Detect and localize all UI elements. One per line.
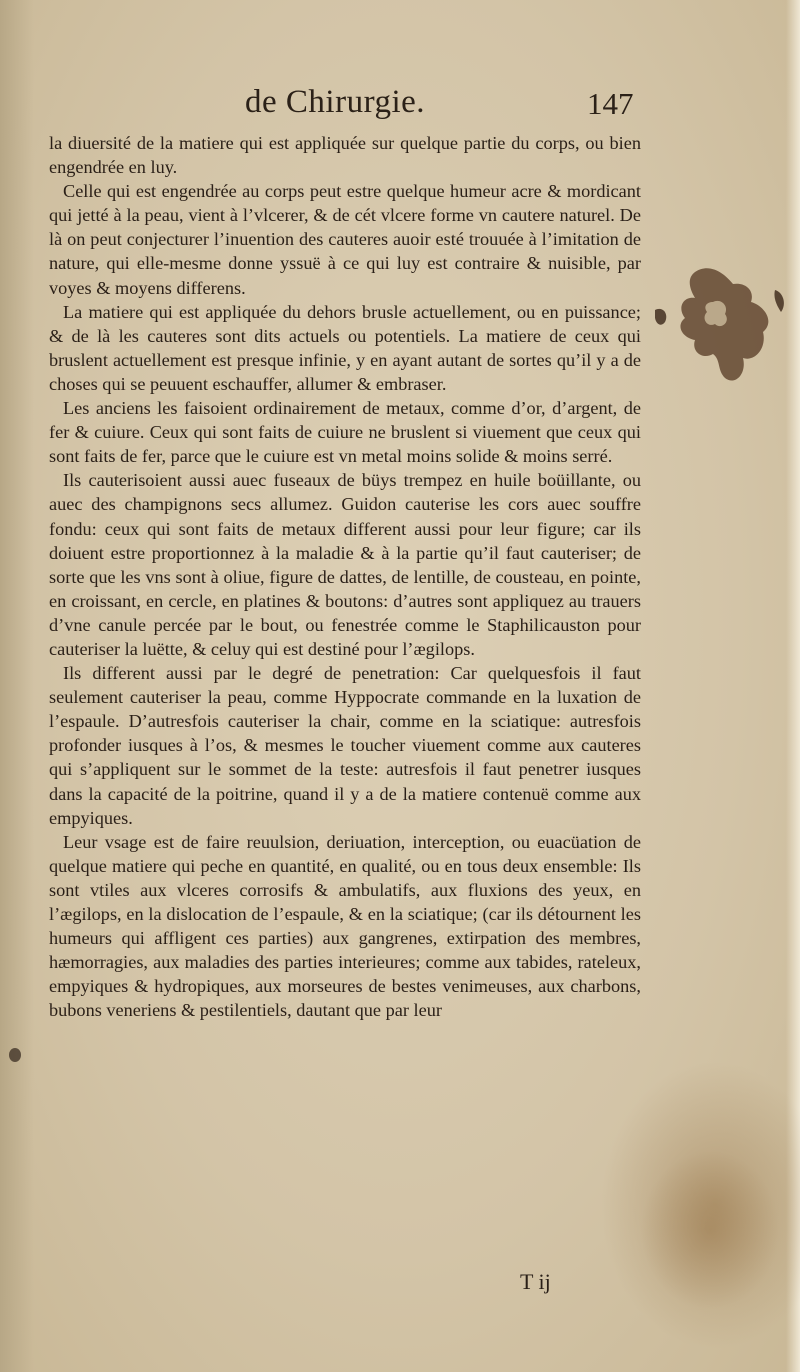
running-head: de Chirurgie. [245, 84, 426, 120]
paragraph: Celle qui est engendrée au corps peut estre quelque humeur acre & mordicant qui jetté à la peau, vient à l’vlcerer, & de cét vlcere forme vn cautere naturel. De là on peut conjecturer l’inuention des cauteres auoir esté trouuée à l’imitation de nature, qui elle-mesme donne yssuë à ce qui luy est contraire & nuisible, par voyes & moyens differens. [49, 181, 641, 298]
paragraph: La matiere qui est appliquée du dehors brusle actuellement, ou en puissance; & de là les cauteres sont dits actuels ou potentiels. La matiere de ceux qui bruslent actuellement est presque infinie, y en ayant autant de sortes qu’il y a de choses qui se peuuent eschauffer, allumer & embraser. [49, 301, 641, 394]
page-gutter-shadow [0, 0, 34, 1372]
body-text [49, 131, 641, 1022]
paragraph: Ils cauterisoient aussi auec fuseaux de büys trempez en huile boüillante, ou auec des champignons secs allumez. Guidon cauterise les cors auec souffre fondu: ceux qui sont faits de metaux different aussi pour leur figure; car ils doiuent estre proportionnez à la maladie & à la partie qu’il faut cauteriser; de sorte que les vns sont à oliue, figure de dattes, de lentille, de cousteau, en pointe, en croissant, en cercle, en platines & boutons: d’autres sont appliquez au trauers d’vne canule percée par le bout, ou fenestrée comme le Staphilicauston pour cauteriser la luëtte, & celuy qui est destiné pour l’ægilops. [49, 470, 641, 659]
foxing-stain [640, 1150, 780, 1310]
page-header [42, 84, 642, 134]
page-number: 147 [587, 86, 634, 121]
ink-blot-stain [655, 262, 790, 392]
paragraph: Leur vsage est de faire reuulsion, deriuation, interception, ou euacüation de quelque matiere qui peche en quantité, en qualité, ou en tous deux ensemble: Ils sont vtiles aux vlceres corrosifs & ambulatifs, aux fluxions des yeux, en l’ægilops, en la dislocation de l’espaule, & en la sciatique; (car ils détournent les humeurs qui affligent ces parties) aux gangrenes, extirpation des membres, hæmorragies, aux maladies des parties interieures; comme aux tabides, rateleux, empyiques & hydropiques, aux morseures de bestes venimeuses, aux charbons, bubons veneriens & pestilentiels, dautant que par leur [49, 831, 641, 1021]
paragraph: Ils different aussi par le degré de penetration: Car quelquesfois il faut seulement cauteriser la peau, comme Hyppocrate commande en la luxation de l’espaule. D’autresfois cauteriser la chair, comme en la sciatique: autresfois profonder iusques à l’os, & mesmes le toucher viuement comme aux cauteres qui s’appliquent sur le sommet de la teste: autresfois il faut penetrer iusques dans la capacité de la poitrine, quand il y a de la matiere contenuë comme aux empyiques. [49, 663, 641, 828]
paragraph: la diuersité de la matiere qui est appliquée sur quelque partie du corps, ou bien engendrée en luy. [49, 133, 641, 178]
paragraph: Les anciens les faisoient ordinairement de metaux, comme d’or, d’argent, de fer & cuiure. Ceux qui sont faits de cuiure ne bruslent si viuement que ceux qui sont faits de fer, parce que le cuiure est vn metal moins solide & moins serré. [49, 398, 641, 467]
margin-ink-mark [9, 1048, 21, 1062]
signature-mark: T ij [520, 1269, 551, 1294]
